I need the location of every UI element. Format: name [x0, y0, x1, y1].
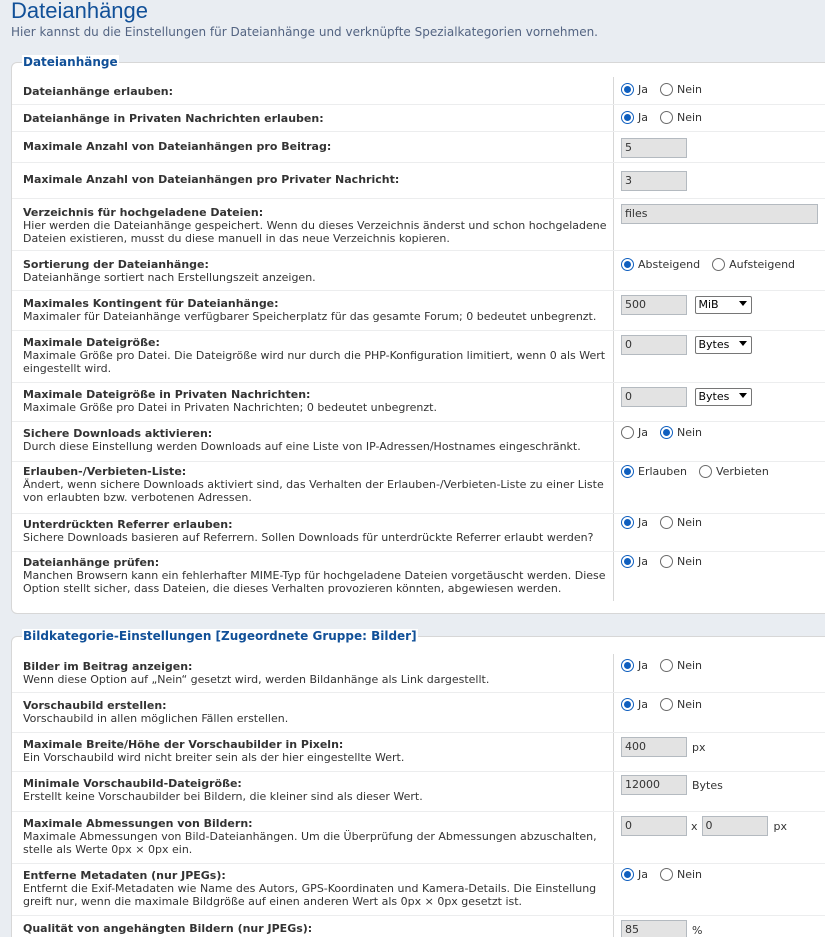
img-quality-input[interactable]: 85	[621, 920, 687, 937]
setting-label: Dateianhänge erlauben:	[23, 85, 174, 98]
min-thumb-filesize-input[interactable]: 12000	[621, 775, 687, 795]
image-category-fieldset	[11, 629, 825, 937]
max-filesize-pm-input[interactable]: 0	[621, 387, 687, 407]
setting-row	[12, 198, 825, 250]
setting-label: Verzeichnis für hochgeladene Dateien:	[23, 206, 264, 219]
radio-label: Ja	[638, 868, 648, 881]
setting-label: Minimale Vorschaubild-Dateigröße:	[23, 777, 242, 790]
radio-label: Nein	[677, 868, 703, 881]
max-height-input[interactable]: 0	[702, 816, 768, 836]
radio-yes[interactable]	[621, 698, 634, 711]
radio-label: Nein	[677, 516, 703, 529]
radio-descending[interactable]	[621, 258, 634, 271]
setting-row	[12, 421, 825, 461]
radio-label: Aufsteigend	[729, 258, 796, 271]
radio-no[interactable]	[660, 83, 673, 96]
unit-label: px	[773, 819, 788, 833]
setting-row	[12, 104, 825, 131]
setting-label: Maximale Anzahl von Dateianhängen pro Privater Nachricht:	[23, 173, 400, 186]
setting-label: Maximale Dateigröße in Privaten Nachrichten:	[23, 388, 311, 401]
setting-row	[12, 77, 825, 104]
setting-explain: Maximale Größe pro Datei in Privaten Nachrichten; 0 bedeutet unbegrenzt.	[23, 401, 437, 414]
setting-label: Sichere Downloads aktivieren:	[23, 427, 213, 440]
setting-row	[12, 551, 825, 601]
radio-no[interactable]	[660, 111, 673, 124]
chevron-down-icon	[739, 301, 747, 306]
radio-no[interactable]	[660, 426, 673, 439]
max-attachments-input[interactable]: 5	[621, 138, 687, 158]
setting-explain: Wenn diese Option auf „Nein“ gesetzt wird, werden Bildanhänge als Link dargestellt.	[23, 673, 490, 686]
unit-label: px	[692, 740, 706, 754]
page-description: Hier kannst du die Einstellungen für Dateianhänge und verknüpfte Spezialkategorien vornehmen.	[11, 25, 598, 39]
radio-label: Nein	[677, 111, 703, 124]
setting-explain: Ändert, wenn sichere Downloads aktiviert sind, das Verhalten der Erlauben-/Verbieten-Liste zu einer Liste von erlaubten bzw. verbotenen Adressen.	[23, 478, 604, 504]
setting-row	[12, 771, 825, 811]
radio-yes[interactable]	[621, 426, 634, 439]
dimension-separator: x	[691, 819, 698, 833]
setting-label: Dateianhänge prüfen:	[23, 556, 160, 569]
setting-explain: Entfernt die Exif-Metadaten wie Name des Autors, GPS-Koordinaten und Kamera-Details. Die Einstellung greift nur, wenn die maximale Bildgröße auf einen anderen Wert als 0px × 0px gesetzt ist.	[23, 882, 597, 908]
setting-explain: Vorschaubild in allen möglichen Fällen erstellen.	[23, 712, 289, 725]
radio-yes[interactable]	[621, 516, 634, 529]
radio-label: Absteigend	[638, 258, 701, 271]
unit-label: Bytes	[692, 778, 723, 792]
setting-label: Maximales Kontingent für Dateianhänge:	[23, 297, 279, 310]
setting-row	[12, 250, 825, 290]
setting-label: Erlauben-/Verbieten-Liste:	[23, 465, 187, 478]
setting-explain: Dateianhänge sortiert nach Erstellungszeit anzeigen.	[23, 271, 316, 284]
setting-explain: Maximaler für Dateianhänge verfügbarer Speicherplatz für das gesamte Forum; 0 bedeutet unbegrenzt.	[23, 310, 597, 323]
setting-row	[12, 732, 825, 771]
setting-label: Sortierung der Dateianhänge:	[23, 258, 209, 271]
setting-row	[12, 513, 825, 551]
setting-explain: Erstellt keine Vorschaubilder bei Bildern, die kleiner sind als dieser Wert.	[23, 790, 423, 803]
setting-row	[12, 382, 825, 421]
radio-no[interactable]	[660, 555, 673, 568]
radio-label: Ja	[638, 111, 648, 124]
setting-row	[12, 654, 825, 692]
setting-explain: Manchen Browsern kann ein fehlerhafter MIME-Typ für hochgeladene Dateien vorgetäuscht werden. Diese Option stellt sicher, dass Dateien, die dieses Verhalten provozieren könnten, abgewiesen werden.	[23, 569, 606, 595]
radio-label: Nein	[677, 426, 703, 439]
setting-label: Maximale Breite/Höhe der Vorschaubilder in Pixeln:	[23, 738, 344, 751]
setting-label: Qualität von angehängten Bildern (nur JPEGs):	[23, 922, 313, 935]
setting-row	[12, 692, 825, 732]
radio-label: Ja	[638, 555, 648, 568]
thumb-width-input[interactable]: 400	[621, 737, 687, 757]
setting-label: Dateianhänge in Privaten Nachrichten erlauben:	[23, 112, 324, 125]
radio-no[interactable]	[660, 659, 673, 672]
radio-no[interactable]	[660, 516, 673, 529]
upload-path-input[interactable]: files	[621, 204, 818, 224]
setting-explain: Ein Vorschaubild wird nicht breiter sein als der hier eingestellte Wert.	[23, 751, 405, 764]
setting-label: Maximale Abmessungen von Bildern:	[23, 817, 253, 830]
quota-unit-select[interactable]: MiB	[695, 296, 752, 314]
radio-yes[interactable]	[621, 868, 634, 881]
radio-label: Nein	[677, 555, 703, 568]
setting-label: Entferne Metadaten (nur JPEGs):	[23, 869, 226, 882]
setting-row	[12, 162, 825, 198]
max-attachments-pm-input[interactable]: 3	[621, 171, 687, 191]
setting-row	[12, 330, 825, 382]
radio-label: Ja	[638, 426, 648, 439]
setting-explain: Durch diese Einstellung werden Downloads auf eine Liste von IP-Adressen/Hostnames eingeschränkt.	[23, 440, 581, 453]
attachments-fieldset	[11, 55, 825, 614]
chevron-down-icon	[739, 393, 747, 398]
setting-explain: Sichere Downloads basieren auf Referrern. Sollen Downloads für unterdrückte Referrer erlaubt werden?	[23, 531, 594, 544]
setting-label: Bilder im Beitrag anzeigen:	[23, 660, 193, 673]
setting-row	[12, 811, 825, 863]
quota-input[interactable]: 500	[621, 295, 687, 315]
setting-row	[12, 863, 825, 915]
radio-label: Nein	[677, 83, 703, 96]
chevron-down-icon	[739, 341, 747, 346]
setting-explain: Maximale Größe pro Datei. Die Dateigröße wird nur durch die PHP-Konfiguration limitiert, wenn 0 als Wert eingestellt wird.	[23, 349, 606, 375]
radio-allow[interactable]	[621, 465, 634, 478]
radio-yes[interactable]	[621, 659, 634, 672]
radio-no[interactable]	[660, 698, 673, 711]
setting-row	[12, 915, 825, 937]
setting-row	[12, 461, 825, 513]
max-filesize-pm-unit-select[interactable]: Bytes	[695, 388, 752, 406]
radio-label: Ja	[638, 83, 648, 96]
radio-no[interactable]	[660, 868, 673, 881]
radio-label: Verbieten	[715, 465, 769, 478]
setting-explain: Maximale Abmessungen von Bild-Dateianhängen. Um die Überprüfung der Abmessungen abzuschalten, stelle als Werte 0px × 0px ein.	[23, 830, 597, 856]
radio-label: Nein	[677, 659, 703, 672]
radio-yes[interactable]	[621, 555, 634, 568]
radio-label: Ja	[638, 659, 648, 672]
setting-row	[12, 131, 825, 162]
radio-yes[interactable]	[621, 83, 634, 96]
radio-label: Erlauben	[638, 465, 687, 478]
radio-label: Nein	[677, 698, 703, 711]
fieldset-legend: Dateianhänge	[23, 55, 118, 69]
max-filesize-unit-select[interactable]: Bytes	[695, 336, 752, 354]
max-filesize-input[interactable]: 0	[621, 335, 687, 355]
radio-ascending[interactable]	[712, 258, 725, 271]
radio-deny[interactable]	[699, 465, 712, 478]
unit-label: %	[692, 923, 703, 937]
setting-explain: Hier werden die Dateianhänge gespeichert. Wenn du dieses Verzeichnis änderst und schon hochgeladene Dateien existieren, musst du diese manuell in das neue Verzeichnis kopieren.	[23, 219, 607, 245]
max-width-input[interactable]: 0	[621, 816, 687, 836]
setting-row	[12, 290, 825, 330]
radio-label: Ja	[638, 698, 648, 711]
setting-label: Unterdrückten Referrer erlauben:	[23, 518, 233, 531]
page-title: Dateianhänge	[11, 0, 149, 23]
radio-yes[interactable]	[621, 111, 634, 124]
fieldset-legend: Bildkategorie-Einstellungen [Zugeordnete Gruppe: Bilder]	[23, 629, 417, 643]
setting-label: Maximale Dateigröße:	[23, 336, 160, 349]
radio-label: Ja	[638, 516, 648, 529]
setting-label: Vorschaubild erstellen:	[23, 699, 167, 712]
setting-label: Maximale Anzahl von Dateianhängen pro Beitrag:	[23, 140, 332, 153]
